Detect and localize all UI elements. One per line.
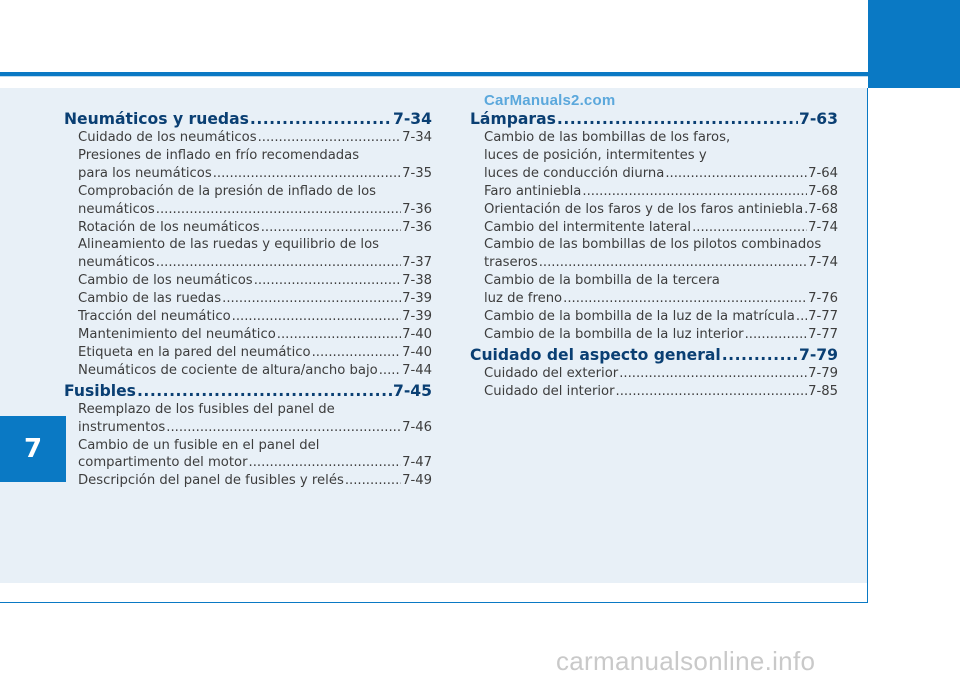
leader-dots <box>665 165 807 183</box>
toc-section-cuidado[interactable] <box>470 345 838 365</box>
item-title: luz de freno <box>484 291 563 307</box>
page-number: 7-68 <box>808 201 838 217</box>
leader-dots <box>156 254 401 272</box>
section-title: Lámparas <box>470 110 556 128</box>
item-title: luces de conducción diurna <box>484 165 665 181</box>
page-number: 7-79 <box>808 365 838 381</box>
item-title: Cambio de las ruedas <box>78 291 222 307</box>
leader-dots <box>557 109 798 129</box>
leader-dots <box>213 165 401 183</box>
item-title: Etiqueta en la pared del neumático <box>78 344 311 360</box>
leader-dots <box>232 308 401 326</box>
page-number: 7-45 <box>392 381 432 400</box>
footer-rule <box>0 602 868 603</box>
leader-dots <box>804 201 807 219</box>
toc-item[interactable] <box>64 272 432 290</box>
page-number: 7-68 <box>808 183 838 199</box>
watermark-footer[interactable]: carmanualsonline.info <box>556 646 816 676</box>
item-title: Cambio de la bombilla de la luz de la matrícula <box>484 309 795 325</box>
toc-item[interactable] <box>470 254 838 272</box>
section-title: Neumáticos y ruedas <box>64 110 249 128</box>
item-title: instrumentos <box>78 419 166 435</box>
page-number: 7-34 <box>392 110 432 128</box>
section-title: Cuidado del aspecto general <box>470 345 721 364</box>
item-title: Cambio de los neumáticos <box>78 273 253 289</box>
item-title: neumáticos <box>78 255 155 271</box>
item-title: Cuidado del exterior <box>484 365 619 381</box>
toc-section-neumaticos[interactable] <box>64 109 432 129</box>
toc-section-fusibles[interactable] <box>64 381 432 401</box>
leader-dots <box>539 254 807 272</box>
toc-right-column <box>470 108 838 401</box>
page-number: 7-40 <box>402 344 432 360</box>
toc-item[interactable] <box>470 290 838 308</box>
toc-item-line[interactable]: Cambio de las bombillas de los faros, <box>484 130 731 145</box>
leader-dots <box>582 183 807 201</box>
item-title: Cambio de la bombilla de la luz interior <box>484 326 744 342</box>
chapter-number-tab[interactable] <box>0 416 66 482</box>
toc-item-line[interactable]: Cambio de un fusible en el panel del <box>78 437 320 453</box>
page-number: 7-37 <box>402 255 432 271</box>
page-number: 7-39 <box>402 309 432 325</box>
item-title: compartimento del motor <box>78 455 248 471</box>
item-title: Cambio del intermitente lateral <box>484 219 692 235</box>
item-title: Orientación de los faros y de los faros antiniebla <box>484 201 804 217</box>
leader-dots <box>222 290 401 308</box>
page-number: 7-46 <box>402 419 432 435</box>
toc-item[interactable] <box>470 219 838 237</box>
page-number: 7-77 <box>808 326 838 342</box>
toc-item-line[interactable]: Reemplazo de los fusibles del panel de <box>78 401 335 417</box>
watermark-top[interactable]: CarManuals2.com <box>484 92 616 109</box>
toc-item[interactable] <box>64 344 432 362</box>
page-number: 7-47 <box>402 455 432 471</box>
leader-dots <box>312 344 401 362</box>
item-title: traseros <box>484 255 538 271</box>
page-number: 7-85 <box>808 383 838 399</box>
toc-item-line[interactable]: Cambio de las bombillas de los pilotos combinados <box>484 237 822 253</box>
leader-dots <box>619 365 807 383</box>
item-title: Cuidado del interior <box>484 383 615 399</box>
item-title: Tracción del neumático <box>78 309 231 325</box>
toc-item-line[interactable]: luces de posición, intermitentes y <box>484 147 707 163</box>
leader-dots <box>249 454 402 472</box>
page-number: 7-74 <box>808 219 838 235</box>
item-title: Rotación de los neumáticos <box>78 219 260 235</box>
leader-dots <box>692 219 807 237</box>
toc-item[interactable] <box>64 454 432 472</box>
toc-section-lamparas[interactable] <box>470 109 838 129</box>
item-title: Mantenimiento del neumático <box>78 326 276 342</box>
toc-item[interactable] <box>64 419 432 437</box>
item-title: Cuidado de los neumáticos <box>78 130 257 145</box>
item-title: Faro antiniebla <box>484 183 582 199</box>
item-title: para los neumáticos <box>78 165 212 181</box>
page-number: 7-77 <box>808 309 838 325</box>
section-title: Fusibles <box>64 381 136 400</box>
leader-dots <box>261 219 401 237</box>
toc-item[interactable] <box>470 383 838 401</box>
chapter-corner-tab <box>868 0 960 88</box>
page-number: 7-76 <box>808 291 838 307</box>
leader-dots <box>796 308 807 326</box>
toc-item[interactable] <box>64 290 432 308</box>
toc-item-line[interactable]: Presiones de inflado en frío recomendadas <box>78 147 360 163</box>
page-number: 7-36 <box>402 201 432 217</box>
page-number: 7-35 <box>402 165 432 181</box>
page-number: 7-44 <box>402 362 432 378</box>
page-number: 7-63 <box>798 110 838 128</box>
toc-item[interactable] <box>470 183 838 201</box>
leader-dots <box>166 419 401 437</box>
leader-dots <box>258 129 401 147</box>
leader-dots <box>250 109 392 129</box>
side-rule <box>867 88 868 603</box>
leader-dots <box>345 472 401 490</box>
leader-dots <box>563 290 807 308</box>
page-number: 7-38 <box>402 273 432 289</box>
leader-dots <box>616 383 808 401</box>
leader-dots <box>254 272 401 290</box>
chapter-number: 7 <box>23 434 43 464</box>
item-title: Neumáticos de cociente de altura/ancho bajo <box>78 362 378 378</box>
toc-item[interactable] <box>64 165 432 183</box>
item-title: neumáticos <box>78 201 155 217</box>
item-title: Descripción del panel de fusibles y relés <box>78 473 344 489</box>
toc-item[interactable] <box>64 326 432 344</box>
toc-item-line[interactable]: Cambio de la bombilla de la tercera <box>484 273 720 289</box>
page-number: 7-39 <box>402 291 432 307</box>
header-rule-shadow <box>0 76 868 77</box>
page-number: 7-74 <box>808 255 838 271</box>
page-number: 7-79 <box>798 345 838 364</box>
leader-dots <box>156 201 401 219</box>
toc-item[interactable] <box>470 201 838 219</box>
page-number: 7-40 <box>402 326 432 342</box>
toc-item[interactable] <box>470 365 838 383</box>
leader-dots <box>137 381 392 401</box>
toc-item[interactable] <box>470 326 838 344</box>
toc-item[interactable] <box>64 362 432 380</box>
toc-item[interactable] <box>64 219 432 237</box>
toc-item[interactable] <box>470 165 838 183</box>
page-number: 7-36 <box>402 219 432 235</box>
toc-item[interactable] <box>64 129 432 147</box>
leader-dots <box>745 326 807 344</box>
page-number: 7-49 <box>402 473 432 489</box>
leader-dots <box>379 362 401 380</box>
leader-dots <box>722 345 798 365</box>
toc-item-line[interactable]: Alineamiento de las ruedas y equilibrio de los <box>78 237 380 253</box>
toc-item[interactable] <box>64 254 432 272</box>
page-number: 7-64 <box>808 165 838 181</box>
toc-item[interactable] <box>64 201 432 219</box>
toc-item[interactable] <box>64 472 432 490</box>
leader-dots <box>277 326 401 344</box>
page-number: 7-34 <box>402 130 432 145</box>
toc-item[interactable] <box>64 308 432 326</box>
toc-item[interactable] <box>470 308 838 326</box>
toc-item-line[interactable]: Comprobación de la presión de inflado de los <box>78 183 377 199</box>
toc-left-column <box>64 108 432 490</box>
